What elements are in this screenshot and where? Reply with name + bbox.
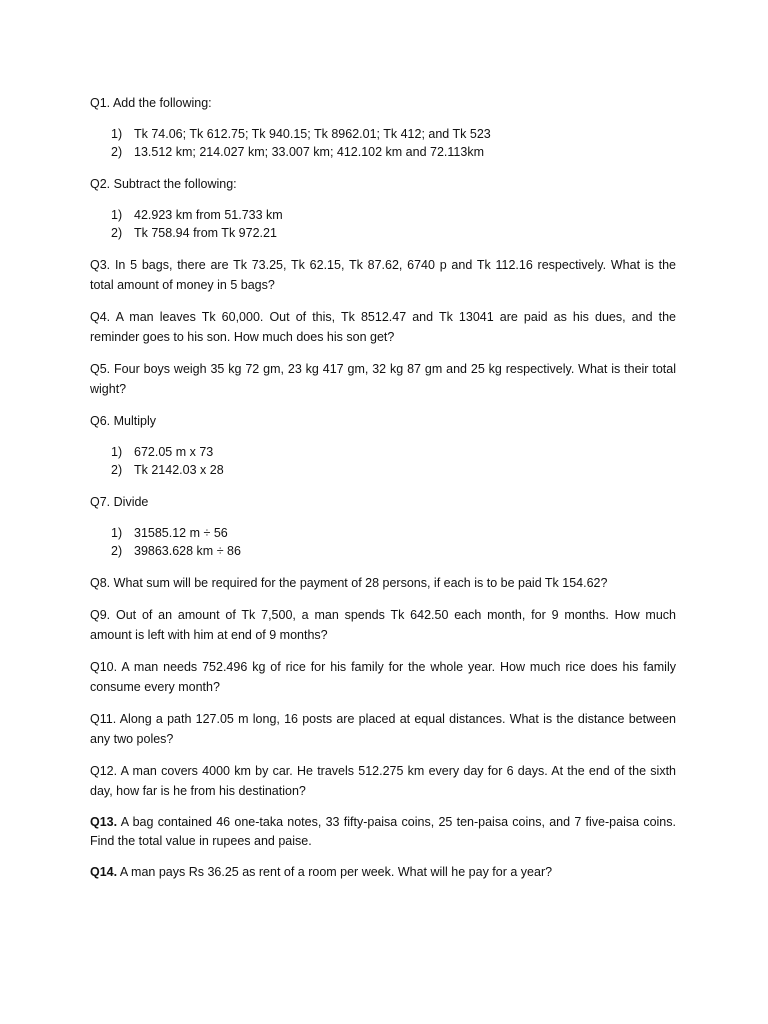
question-text: Along a path 127.05 m long, 16 posts are placed at equal distances. What is the distance between any two poles? — [90, 712, 676, 746]
list-item — [90, 444, 676, 462]
question-12 — [90, 761, 676, 801]
list-item — [90, 462, 676, 480]
question-4 — [90, 307, 676, 347]
question-5 — [90, 359, 676, 399]
list-item-text: Tk 2142.03 x 28 — [134, 462, 224, 477]
question-13 — [90, 813, 676, 851]
question-label: Q12. — [90, 764, 118, 778]
question-14 — [90, 863, 676, 882]
question-text: A man needs 752.496 kg of rice for his family for the whole year. How much rice does his family consume every month? — [90, 660, 676, 694]
list-item-text: 42.923 km from 51.733 km — [134, 208, 283, 222]
question-label: Q2. — [90, 177, 111, 191]
list-item-text: 13.512 km; 214.027 km; 33.007 km; 412.102 km and 72.113km — [134, 144, 484, 159]
question-7 — [90, 492, 676, 512]
question-text: Multiply — [113, 414, 157, 428]
question-label: Q9. — [90, 608, 111, 622]
question-6 — [90, 411, 676, 431]
question-text: A man pays Rs 36.25 as rent of a room per week. What will he pay for a year? — [119, 865, 553, 879]
question-6-items — [90, 444, 676, 479]
question-10 — [90, 657, 676, 697]
list-marker: 2) — [111, 462, 123, 477]
list-marker: 1) — [111, 127, 123, 141]
question-7-items — [90, 525, 676, 560]
list-marker: 2) — [111, 144, 123, 159]
question-8 — [90, 573, 676, 593]
question-11 — [90, 709, 676, 749]
question-label: Q11. — [90, 712, 117, 726]
question-label: Q14. — [90, 865, 118, 879]
list-marker: 2) — [111, 543, 123, 558]
list-item — [90, 144, 676, 162]
question-2 — [90, 174, 676, 194]
list-item — [90, 525, 676, 543]
list-marker: 1) — [111, 208, 123, 222]
list-item — [90, 225, 676, 243]
list-item-text: 31585.12 m ÷ 56 — [134, 526, 228, 540]
question-1 — [90, 93, 676, 113]
list-item-text: 39863.628 km ÷ 86 — [134, 543, 241, 558]
list-item-text: Tk 74.06; Tk 612.75; Tk 940.15; Tk 8962.01; Tk 412; and Tk 523 — [134, 127, 491, 141]
question-text: Subtract the following: — [113, 177, 237, 191]
question-text: What sum will be required for the payment of 28 persons, if each is to be paid Tk 154.62? — [113, 576, 608, 590]
question-3 — [90, 255, 676, 295]
question-text: Add the following: — [112, 96, 212, 110]
question-text: A bag contained 46 one-taka notes, 33 fifty-paisa coins, 25 ten-paisa coins, and 7 five-paisa coins. Find the total value in rupees and paise. — [90, 815, 676, 848]
list-item — [90, 543, 676, 561]
question-1-items — [90, 126, 676, 161]
question-label: Q7. — [90, 495, 111, 509]
list-item-text: 672.05 m x 73 — [134, 445, 214, 459]
question-2-items — [90, 207, 676, 242]
worksheet — [90, 93, 676, 894]
question-text: A man covers 4000 km by car. He travels 512.275 km every day for 6 days. At the end of the sixth day, how far is he from his destination? — [90, 764, 676, 798]
question-text: Four boys weigh 35 kg 72 gm, 23 kg 417 gm, 32 kg 87 gm and 25 kg respectively. What is their total wight? — [90, 362, 676, 396]
question-label: Q6. — [90, 414, 111, 428]
list-item-text: Tk 758.94 from Tk 972.21 — [134, 225, 277, 240]
question-9 — [90, 605, 676, 645]
list-item — [90, 126, 676, 144]
question-label: Q13. — [90, 815, 118, 829]
question-text: A man leaves Tk 60,000. Out of this, Tk 8512.47 and Tk 13041 are paid as his dues, and the reminder goes to his son. How much does his son get? — [90, 310, 676, 344]
question-label: Q1. — [90, 96, 111, 110]
list-marker: 1) — [111, 445, 123, 459]
question-text: In 5 bags, there are Tk 73.25, Tk 62.15, Tk 87.62, 6740 p and Tk 112.16 respectively. What is the total amount of money in 5 bags? — [90, 258, 676, 292]
question-label: Q5. — [90, 362, 111, 376]
question-label: Q3. — [90, 258, 111, 272]
list-marker: 2) — [111, 225, 123, 240]
list-marker: 1) — [111, 526, 123, 540]
question-label: Q4. — [90, 310, 111, 324]
question-text: Out of an amount of Tk 7,500, a man spends Tk 642.50 each month, for 9 months. How much amount is left with him at end of 9 months? — [90, 608, 676, 642]
list-item — [90, 207, 676, 225]
question-label: Q10. — [90, 660, 118, 674]
question-label: Q8. — [90, 576, 111, 590]
question-text: Divide — [113, 495, 149, 509]
